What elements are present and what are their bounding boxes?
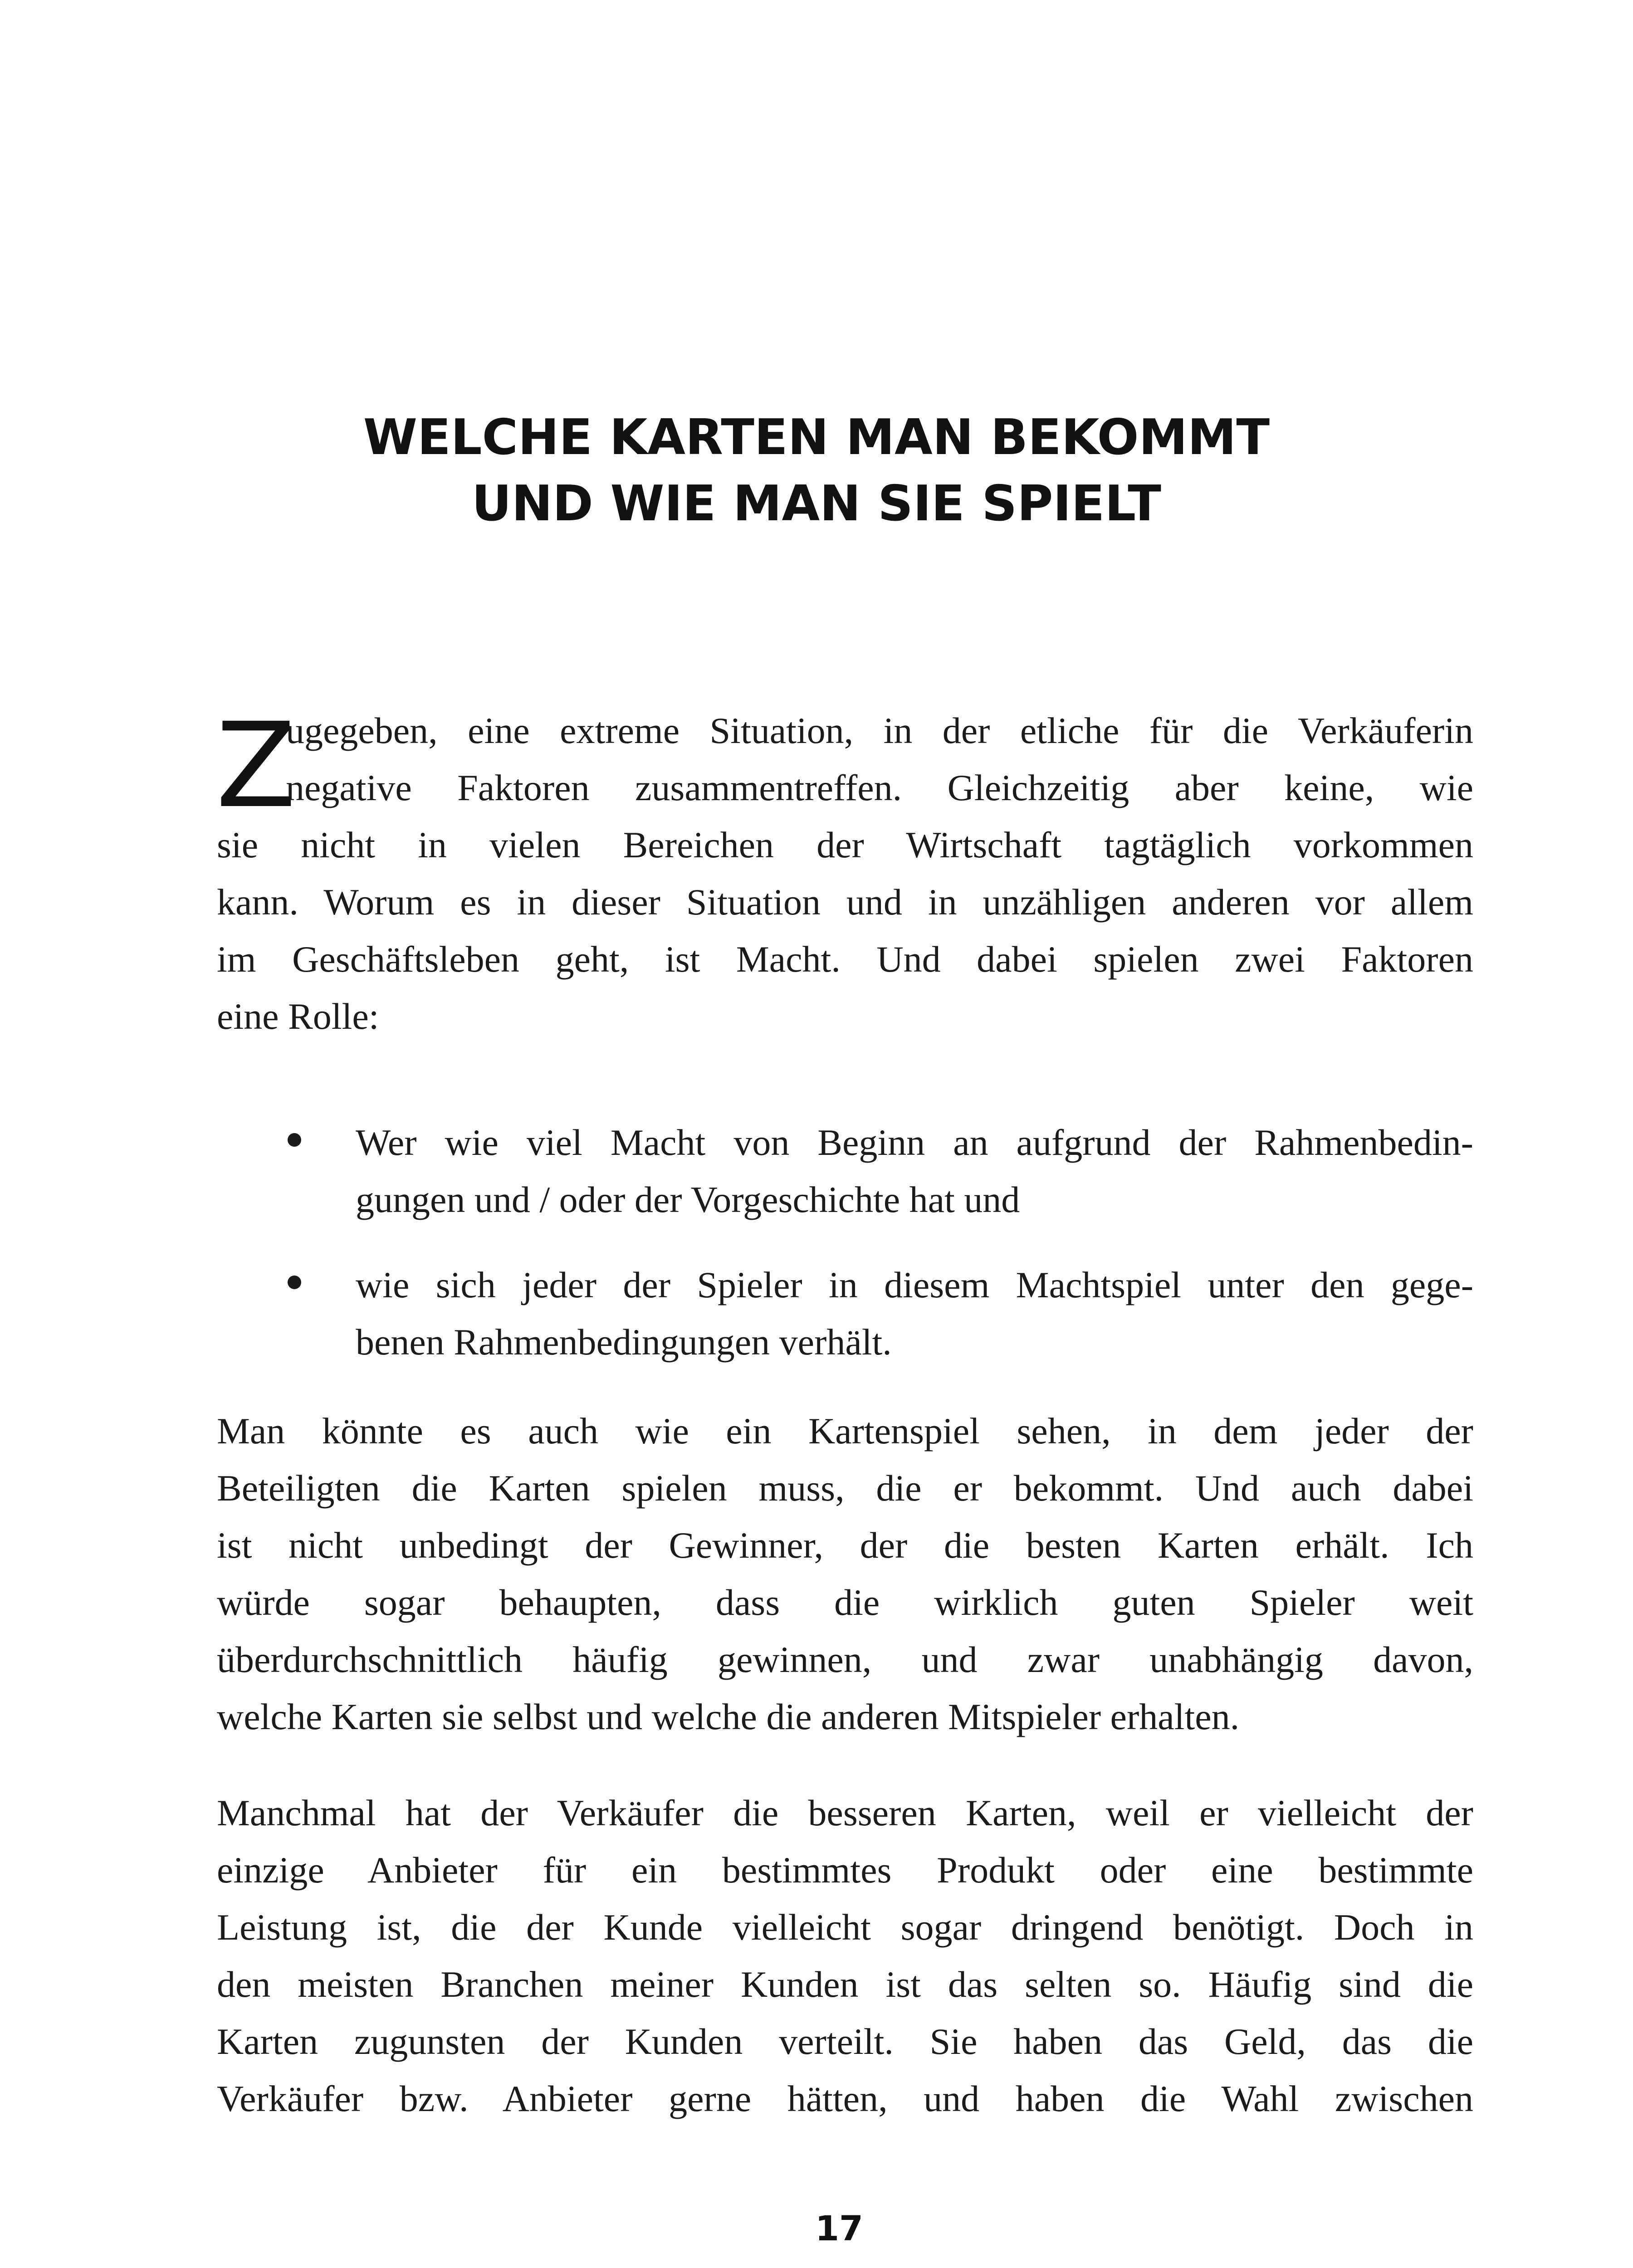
paragraph-line: Manchmal hat der Verkäufer die besseren Karten, weil er vielleicht der xyxy=(217,1792,1473,1833)
paragraph-line: sie nicht in vielen Bereichen der Wirtschaft tagtäglich vorkommen xyxy=(217,824,1473,865)
chapter-heading-line-2: UND WIE MAN SIE SPIELT xyxy=(472,475,1161,532)
paragraph-line: Man könnte es auch wie ein Kartenspiel sehen, in dem jeder der xyxy=(217,1410,1473,1452)
bullet-line: gungen und / oder der Vorgeschichte hat und xyxy=(356,1179,1020,1220)
paragraph-line: würde sogar behaupten, dass die wirklich guten Spieler weit xyxy=(217,1582,1473,1623)
paragraph-line: Karten zugunsten der Kunden verteilt. Sie haben das Geld, das die xyxy=(217,2021,1473,2062)
paragraph-line: Leistung ist, die der Kunde vielleicht sogar dringend benötigt. Doch in xyxy=(217,1906,1473,1948)
paragraph-intro xyxy=(216,698,1473,1045)
chapter-heading-line-1: WELCHE KARTEN MAN BEKOMMT xyxy=(363,409,1270,466)
bullet-item xyxy=(356,1114,1473,1228)
chapter-heading xyxy=(0,405,1633,537)
drop-cap: Z xyxy=(216,698,296,834)
paragraph-line: welche Karten sie selbst und welche die anderen Mitspieler erhalten. xyxy=(217,1696,1240,1737)
bullet-line: benen Rahmenbedingungen verhält. xyxy=(356,1321,892,1363)
paragraph-card-game xyxy=(217,1403,1473,1745)
paragraph-line: ist nicht unbedingt der Gewinner, der die besten Karten erhält. Ich xyxy=(217,1525,1473,1566)
body-text xyxy=(216,698,1473,2127)
bullet-line: wie sich jeder der Spieler in diesem Machtspiel unter den gege- xyxy=(356,1264,1473,1305)
bullet-icon xyxy=(288,1133,301,1147)
paragraph-line: den meisten Branchen meiner Kunden ist das selten so. Häufig sind die xyxy=(217,1964,1473,2005)
paragraph-line: kann. Worum es in dieser Situation und in unzähligen anderen vor allem xyxy=(217,881,1473,923)
paragraph-line: einzige Anbieter für ein bestimmtes Produkt oder eine bestimmte xyxy=(217,1849,1473,1891)
paragraph-line: negative Faktoren zusammentreffen. Gleichzeitig aber keine, wie xyxy=(286,767,1473,808)
paragraph-line: ugegeben, eine extreme Situation, in der etliche für die Verkäuferin xyxy=(286,710,1473,751)
paragraph-line: eine Rolle: xyxy=(217,996,379,1037)
paragraph-line: Verkäufer bzw. Anbieter gerne hätten, und haben die Wahl zwischen xyxy=(217,2078,1473,2119)
paragraph-line: Beteiligten die Karten spielen muss, die er bekommt. Und auch dabei xyxy=(217,1467,1473,1509)
paragraph-line: im Geschäftsleben geht, ist Macht. Und dabei spielen zwei Faktoren xyxy=(217,938,1473,980)
bullet-item xyxy=(356,1256,1473,1371)
paragraph-seller xyxy=(217,1784,1473,2127)
bullet-line: Wer wie viel Macht von Beginn an aufgrund der Rahmenbedin- xyxy=(356,1122,1473,1163)
bullet-list xyxy=(217,1114,1473,1371)
page-number: 17 xyxy=(815,2208,863,2248)
bullet-icon xyxy=(288,1276,301,1289)
paragraph-line: überdurchschnittlich häufig gewinnen, und zwar unabhängig davon, xyxy=(217,1639,1473,1680)
